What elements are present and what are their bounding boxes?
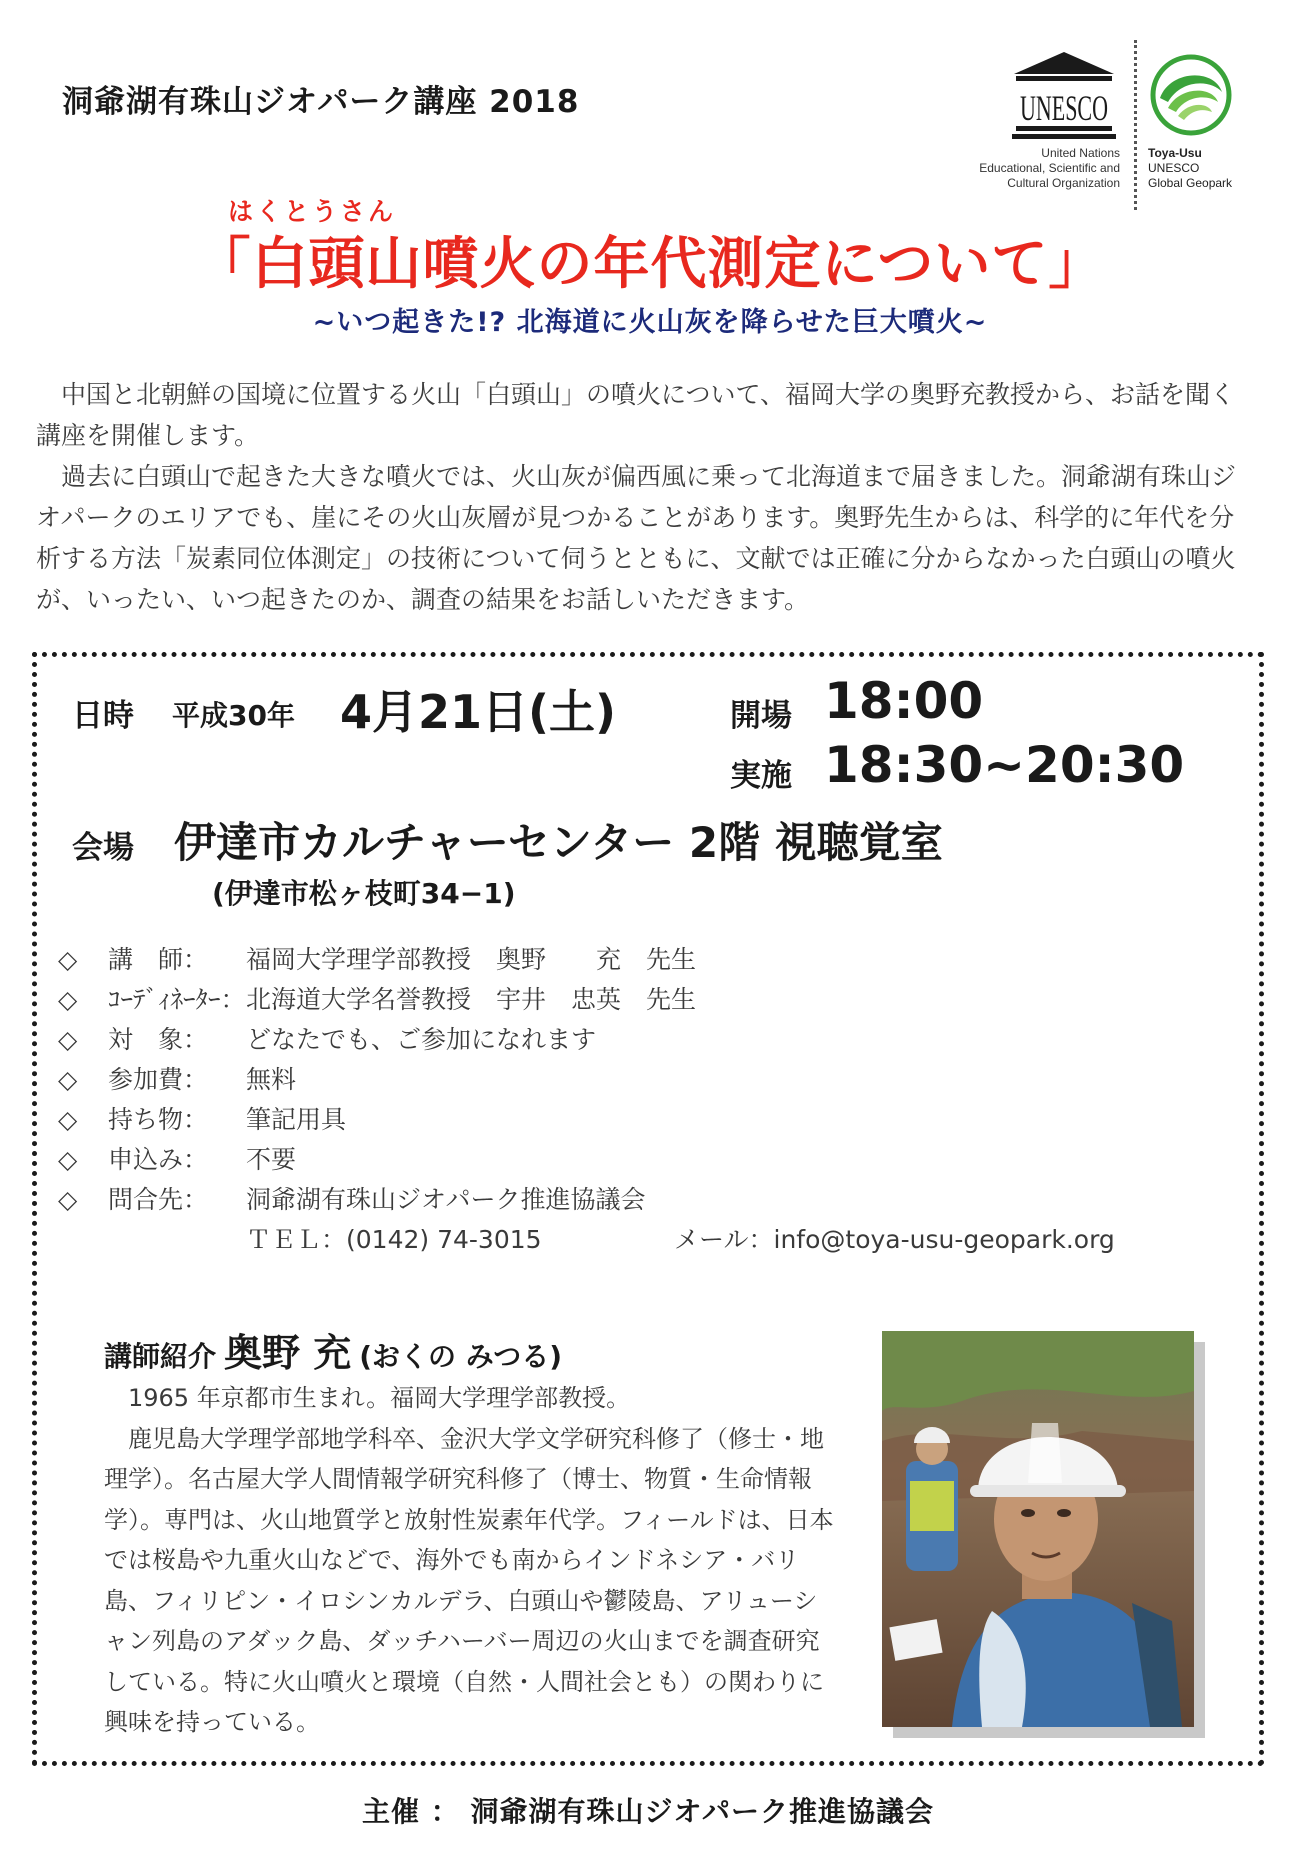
diamond-icon: ◇ <box>58 985 78 1014</box>
detail-key: 講 師： <box>108 945 209 974</box>
title-ruby: はくとうさん <box>228 197 397 226</box>
contact-tel: ＴＥＬ：(0142) 74-3015 <box>246 1225 542 1254</box>
subtitle: ~いつ起きた!? 北海道に火山灰を降らせた巨大噴火~ <box>312 307 988 338</box>
lecturer-photo <box>882 1331 1194 1727</box>
detail-value: どなたでも、ご参加になれます <box>246 1025 597 1054</box>
lecturer-reading: (おくの みつる) <box>359 1340 563 1373</box>
detail-key: ｺｰﾃﾞｨﾈｰﾀｰ： <box>108 985 246 1014</box>
lecturer-heading <box>104 1322 562 1377</box>
diamond-icon: ◇ <box>58 1105 78 1134</box>
contact-email: メール：info@toya-usu-geopark.org <box>674 1225 1115 1254</box>
unesco-temple-logo <box>1010 50 1118 140</box>
organizer-footer: 主催 ： 洞爺湖有珠山ジオパーク推進協議会 <box>362 1795 934 1828</box>
diamond-icon: ◇ <box>58 945 78 974</box>
diamond-icon: ◇ <box>58 1025 78 1054</box>
diamond-icon: ◇ <box>58 1185 78 1214</box>
lecturer-bio <box>104 1378 840 1743</box>
detail-row-audience <box>58 1020 1218 1060</box>
detail-key: 申込み： <box>108 1145 209 1174</box>
venue-label: 会場 <box>72 830 134 866</box>
open-time: 18:00 <box>824 672 984 730</box>
era-year: 平成30年 <box>172 699 295 732</box>
detail-value: 福岡大学理学部教授 奥野 充 先生 <box>246 945 697 974</box>
detail-value: 無料 <box>246 1065 297 1094</box>
lecturer-heading-label: 講師紹介 <box>104 1340 217 1373</box>
detail-key: 参加費： <box>108 1065 209 1094</box>
unesco-line-2: Educational, Scientific and <box>979 161 1120 175</box>
details-list <box>58 940 1218 1260</box>
unesco-line-1: United Nations <box>1041 146 1120 160</box>
detail-value: 北海道大学名誉教授 宇井 忠英 先生 <box>246 985 697 1014</box>
detail-row-fee <box>58 1060 1218 1100</box>
detail-key: 対 象： <box>108 1025 209 1054</box>
intro-text <box>36 374 1258 620</box>
detail-key: 持ち物： <box>108 1105 209 1134</box>
bio-paragraph-1: 1965 年京都市生まれ。福岡大学理学部教授。 <box>128 1384 631 1412</box>
main-title: 「白頭山噴火の年代測定について」 <box>194 232 1106 297</box>
venue-address: (伊達市松ヶ枝町34−1) <box>212 877 516 910</box>
held-label: 実施 <box>730 758 792 794</box>
lecturer-name: 奥野 充 <box>224 1331 352 1375</box>
detail-row-coordinator <box>58 980 1218 1020</box>
geopark-swirl-logo <box>1148 52 1234 138</box>
detail-row-application <box>58 1140 1218 1180</box>
detail-value: 筆記用具 <box>246 1105 347 1134</box>
detail-key: 問合先： <box>108 1185 209 1214</box>
geopark-line-2: UNESCO <box>1148 161 1200 175</box>
logo-divider <box>1134 40 1137 210</box>
unesco-line-3: Cultural Organization <box>1007 176 1120 190</box>
detail-value: 洞爺湖有珠山ジオパーク推進協議会 <box>246 1185 646 1214</box>
venue-name: 伊達市カルチャーセンター 2階 視聴覚室 <box>174 818 943 867</box>
event-date: 4月21日(土) <box>340 685 617 739</box>
unesco-caption <box>940 146 1120 191</box>
detail-row-inquiry <box>58 1180 1218 1220</box>
series-title: 洞爺湖有珠山ジオパーク講座 2018 <box>62 84 580 120</box>
geopark-line-1: Toya-Usu <box>1148 146 1202 160</box>
date-label: 日時 <box>72 698 134 734</box>
detail-row-lecturer <box>58 940 1218 980</box>
geopark-line-3: Global Geopark <box>1148 176 1233 190</box>
unesco-wordmark: UNESCO <box>1020 88 1108 128</box>
intro-paragraph-2: 過去に白頭山で起きた大きな噴火では、火山灰が偏西風に乗って北海道まで届きました。洞爺湖有珠山ジオパークのエリアでも、崖にその火山灰層が見つかることがあります。奥野先生からは、科学的に年代を分析する方法「炭素同位体測定」の技術について伺うとともに、文献では正確に分からなかった白頭山の噴火が、いったい、いつ起きたのか、調査の結果をお話しいただきます。 <box>36 462 1237 614</box>
contact-row <box>58 1220 1218 1260</box>
detail-row-belongings <box>58 1100 1218 1140</box>
geopark-caption <box>1148 146 1232 191</box>
intro-paragraph-1: 中国と北朝鮮の国境に位置する火山「白頭山」の噴火について、福岡大学の奥野充教授から、お話を聞く講座を開催します。 <box>36 380 1236 450</box>
held-time: 18:30~20:30 <box>824 736 1185 794</box>
diamond-icon: ◇ <box>58 1065 78 1094</box>
bio-paragraph-2: 鹿児島大学理学部地学科卒、金沢大学文学研究科修了（修士・地理学）。名古屋大学人間情報学研究科修了（博士、物質・生命情報学）。専門は、火山地質学と放射性炭素年代学。フィールドは、日本では桜島や九重火山などで、海外でも南からインドネシア・バリ島、フィリピン・イロシンカルデラ、白頭山や鬱陵島、アリューシャン列島のアダック島、ダッチハーバー周辺の火山までを調査研究している。特に火山噴火と環境（自然・人間社会とも）の関わりに興味を持っている。 <box>104 1424 834 1736</box>
open-label: 開場 <box>730 698 792 734</box>
diamond-icon: ◇ <box>58 1145 78 1174</box>
detail-value: 不要 <box>246 1145 297 1174</box>
